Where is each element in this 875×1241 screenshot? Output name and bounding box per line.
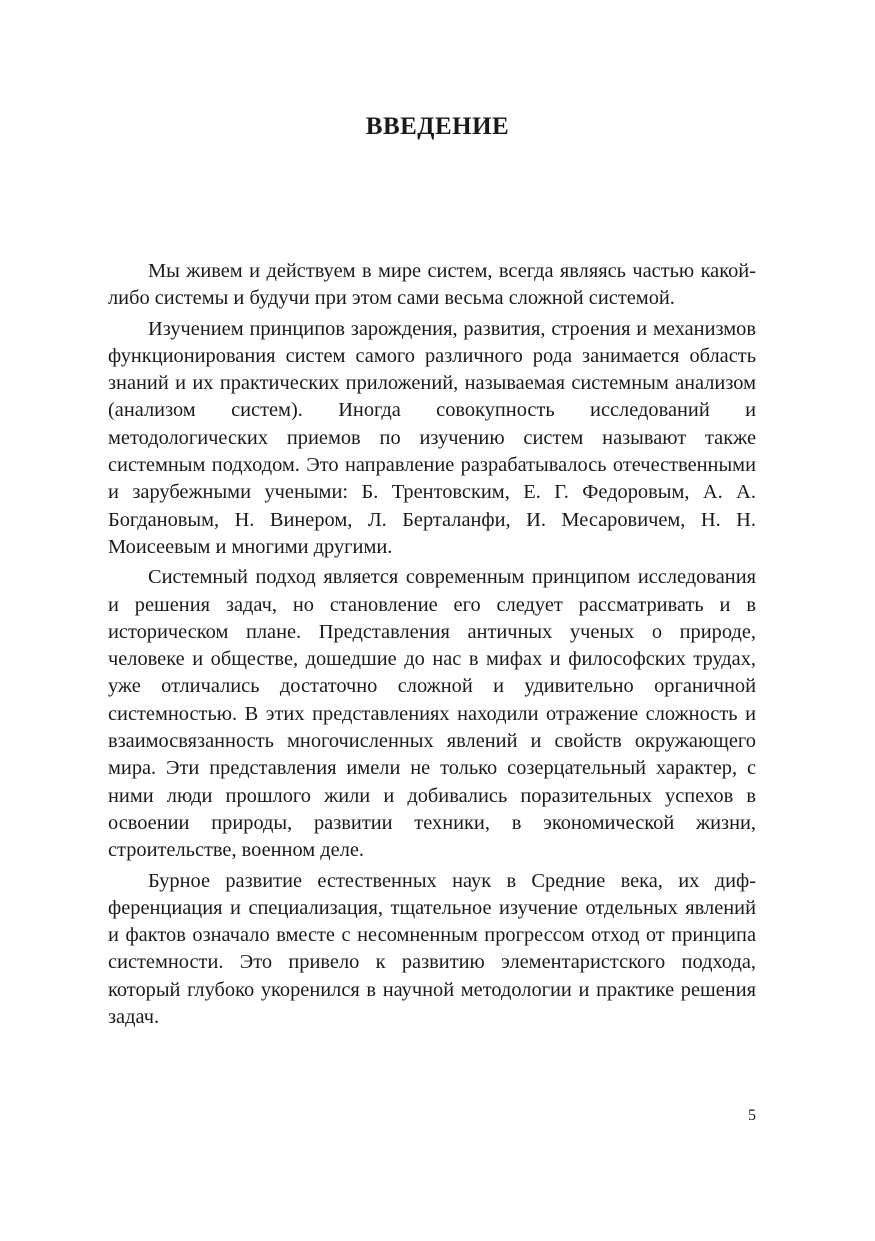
body-text bbox=[108, 258, 756, 1034]
paragraph-1: Мы живем и действуем в мире систем, всегда являясь частью какой-либо системы и будучи при этом сами весьма сложной системой. bbox=[108, 260, 756, 310]
chapter-title: ВВЕДЕНИЕ bbox=[365, 113, 510, 140]
page-number: 5 bbox=[748, 1107, 756, 1124]
paragraph-4: Бурное развитие естественных наук в Средние века, их дифференциация и специализация, тщательное изучение отдельных явлений и фактов означало вместе с несомненным прогрессом отход от принципа системности. Это привело к развитию элементаристского подхода, который глубоко укоренился в научной методологии и практике решения задач. bbox=[108, 869, 756, 1029]
paragraph-3: Системный подход является современным принципом исследования и решения задач, но становление его следует рассматривать и в историческом плане. Представления античных ученых о природе, человеке и обществе, дошедшие до нас в мифах и философских трудах, уже отличались достаточно сложной и удивительно органичной системностью. В этих представлениях находили отражение сложность и взаимосвязанность многочисленных явлений и свойств окружающего мира. Эти представления имели не только созерцательный характер, с ними люди прошлого жили и добивались поразительных успехов в освоении природы, развитии техники, в экономической жизни, строительстве, военном деле. bbox=[108, 566, 756, 862]
paragraph-2: Изучением принципов зарождения, развития, строения и механизмов функционирования систем самого различного рода занимается область знаний и их практических приложений, называемая системным анализом (анализом систем). Иногда совокупность исследований и методологических приемов по изучению систем называют также системным подходом. Это направление разрабатывалось отечественными и зарубежными учеными: Б. Трентовским, Е. Г. Федоровым, А. А. Богдановым, Н. Винером, Л. Берталанфи, И. Месаровичем, Н. Н. Моисеевым и многими другими. bbox=[108, 317, 756, 558]
